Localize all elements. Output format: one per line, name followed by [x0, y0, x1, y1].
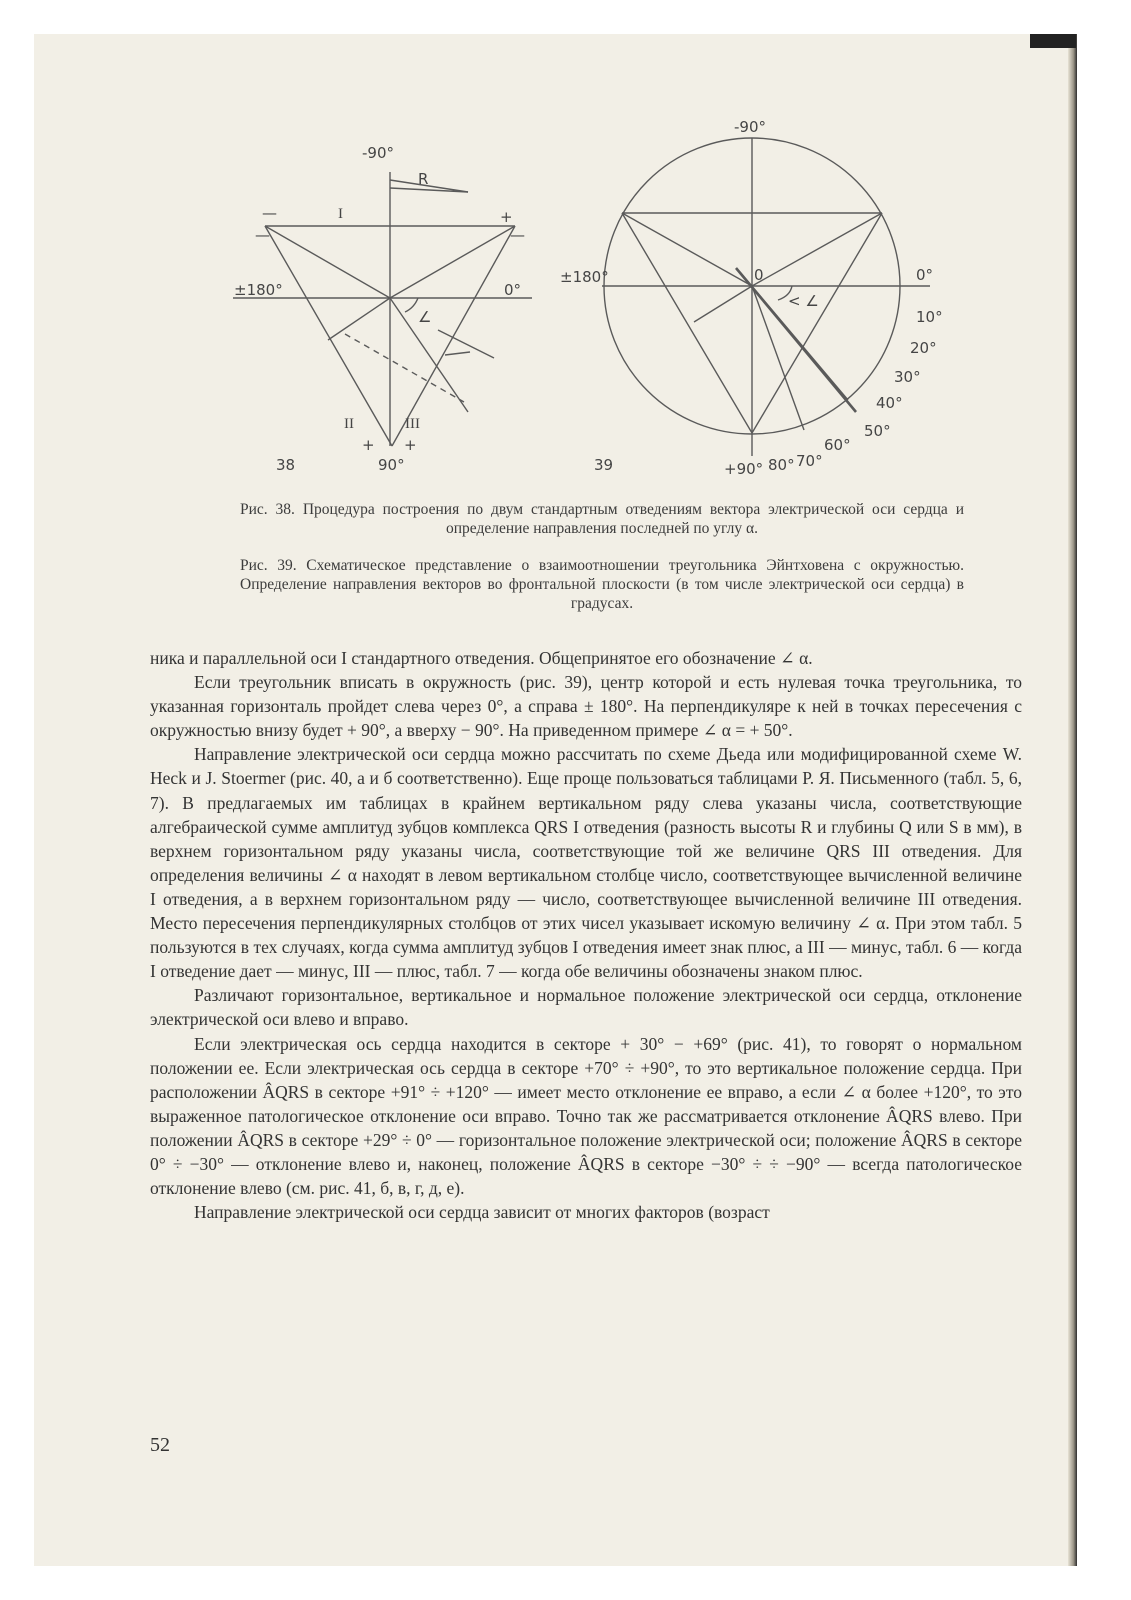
fig39-label-zero: 0 [754, 266, 764, 284]
fig38-label-90: 90° [378, 456, 405, 474]
fig39-deg-20: 20° [910, 339, 937, 357]
page-number: 52 [150, 1434, 170, 1456]
fig38-lead-I: I [338, 206, 343, 222]
fig38-lead-III: III [405, 416, 420, 432]
fig39-label-0: 0° [916, 266, 934, 284]
fig38-label-minus90: -90° [362, 144, 394, 162]
fig38-label-0: 0° [504, 281, 522, 299]
figure-drawings [0, 0, 1131, 500]
fig39-label-minus90: -90° [734, 118, 766, 136]
fig38-plus-bottom-right: + [404, 436, 417, 454]
fig39-deg-90: +90° [724, 460, 764, 478]
fig39-deg-10: 10° [916, 308, 943, 326]
paragraph: Если электрическая ось сердца находится в секторе + 30° − +69° (рис. 41), то говорят о нормальном положении ее. Если электрическая ось сердца в секторе +70° ÷ +90°, то это вертикальное положение сердца. При расположении ÂQRS в секторе +91° ÷ +120° — имеет место отклонение ее вправо, а если ∠ α более +120°, то это выраженное патологическое отклонение оси вправо. Точно так же рассматривается отклонение ÂQRS влево. При положении ÂQRS в секторе +29° ÷ 0° — горизонтальное положение электрической оси; положение ÂQRS в секторе 0° ÷ −30° — отклонение влево и, наконец, положение ÂQRS в секторе −30° ÷ ÷ −90° — всегда патологическое отклонение влево (см. рис. 41, б, в, г, д, е). [150, 1033, 1022, 1199]
figures-area [0, 0, 1131, 500]
figure-38-caption: Рис. 38. Процедура построения по двум стандартным отведениям вектора электрической оси сердца и определение направления последней по углу α. [240, 501, 964, 537]
fig38-label-180: ±180° [234, 281, 283, 299]
fig38-plus-bottom-left: + [362, 436, 375, 454]
fig39-deg-60: 60° [824, 436, 851, 454]
paragraph: ника и параллельной оси I стандартного отведения. Общепринятое его обозначение ∠ α. [150, 648, 813, 668]
fig39-number: 39 [594, 456, 614, 474]
paragraph: Направление электрической оси сердца зависит от многих факторов (возраст [194, 1202, 770, 1223]
fig38-minus-left: — [255, 226, 270, 244]
body-text [150, 646, 1022, 1224]
figure-38-drawing [233, 172, 532, 446]
fig39-deg-50: 50° [864, 422, 891, 440]
fig39-deg-70: 70° [796, 452, 823, 470]
paragraph: Если треугольник вписать в окружность (рис. 39), центр которой и есть нулевая точка треугольника, то указанная горизонталь пройдет слева через 0°, а справа ± 180°. На перпендикуляре к ней в точках пересечения с окружностью внизу будет + 90°, а вверху − 90°. На приведенном примере ∠ α = + 50°. [150, 672, 1022, 741]
fig38-minus-topleft: — [262, 204, 277, 222]
fig38-minus-right: — [510, 226, 525, 244]
paragraph: Направление электрической оси сердца можно рассчитать по схеме Дьеда или модифицированной схеме W. Heck и J. Stoermer (рис. 40, а и б соответственно). Еще проще пользоваться таблицами Р. Я. Письменного (табл. 5, 6, 7). В предлагаемых им таблицах в крайнем вертикальном ряду слева указаны числа, соответствующие алгебраической сумме амплитуд зубцов комплекса QRS I отведения (разность высоты R и глубины Q или S в мм), в верхнем горизонтальном ряду указаны числа, соответствующие той же величине QRS III отведения. Для определения величины ∠ α находят в левом вертикальном столбце число, соответствующее вычисленной величине I отведения, а в верхнем горизонтальном ряду — число, соответствующее вычисленной величине III отведения. Место пересечения перпендикулярных столбцов от этих чисел указывает искомую величину ∠ α. При этом табл. 5 пользуются в тех случаях, когда сумма амплитуд зубцов I отведения имеет знак плюс, а III — минус, табл. 6 — когда I отведение дает — минус, III — плюс, табл. 7 — когда обе величины обозначены знаком плюс. [150, 744, 1022, 982]
fig39-deg-40: 40° [876, 394, 903, 412]
fig39-label-180: ±180° [560, 268, 609, 286]
figure-39-caption: Рис. 39. Схематическое представление о взаимоотношении треугольника Эйнтховена с окружностью. Определение направления векторов во фронтальной плоскости (в том числе электрической оси сердца) в градусах. [240, 557, 964, 612]
fig38-plus-right: + [500, 208, 513, 226]
fig39-deg-30: 30° [894, 368, 921, 386]
fig38-number: 38 [276, 456, 296, 474]
fig38-lead-II: II [344, 416, 354, 432]
fig39-label-alpha: < ∠ [788, 292, 819, 310]
fig38-label-R: R [418, 170, 429, 188]
fig39-deg-80: 80° [768, 456, 795, 474]
fig38-label-alpha: ∠ [418, 308, 432, 326]
paragraph: Различают горизонтальное, вертикальное и нормальное положение электрической оси сердца, отклонение электрической оси влево и вправо. [150, 985, 1022, 1030]
